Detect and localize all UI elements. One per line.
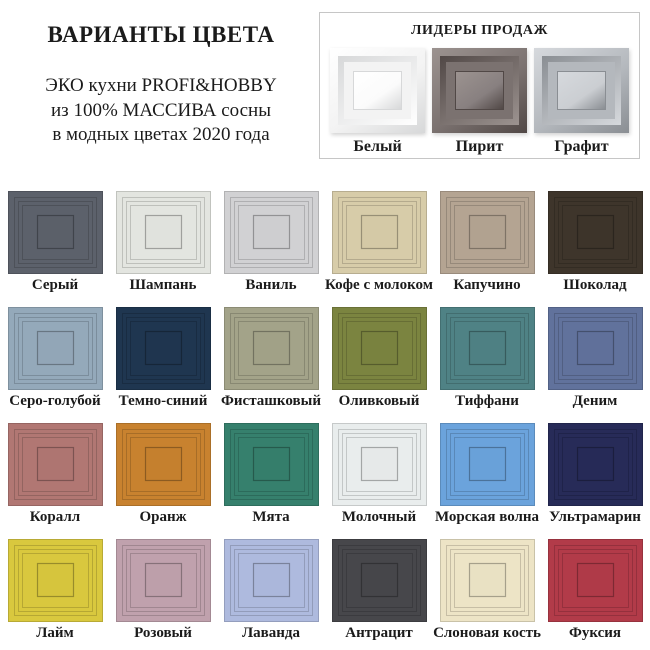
color-name: Оранж	[139, 509, 187, 525]
header	[0, 12, 650, 172]
color-swatch-cell	[116, 539, 211, 642]
color-swatch	[548, 307, 643, 390]
color-swatch	[224, 307, 319, 390]
color-swatch	[332, 539, 427, 622]
subtitle-line: ЭКО кухни PROFI&HOBBY	[45, 75, 277, 96]
color-swatch-cell	[8, 539, 103, 642]
color-swatch	[332, 423, 427, 506]
color-swatch-cell	[116, 423, 211, 526]
bestseller-label: Пирит	[455, 138, 504, 155]
color-name: Лайм	[36, 625, 74, 641]
bestseller-item	[330, 48, 425, 156]
color-swatch-cell	[116, 307, 211, 410]
door-panel	[557, 71, 606, 110]
color-swatch	[440, 191, 535, 274]
door-panel	[455, 71, 504, 110]
bestsellers-box	[319, 12, 640, 159]
subtitle	[8, 74, 314, 148]
color-swatch	[116, 307, 211, 390]
color-name: Слоновая кость	[433, 625, 541, 641]
color-swatch-cell	[116, 191, 211, 294]
color-swatch	[8, 539, 103, 622]
color-swatch-cell	[8, 307, 103, 410]
door-panel	[353, 71, 402, 110]
color-swatch	[548, 423, 643, 506]
color-name: Фуксия	[568, 625, 622, 641]
color-swatch-cell	[224, 191, 319, 294]
color-swatch-cell	[8, 423, 103, 526]
subtitle-line: в модных цветах 2020 года	[52, 124, 270, 146]
cabinet-door-photo	[330, 48, 425, 133]
color-swatch-cell	[325, 191, 433, 294]
color-swatch-cell	[548, 307, 643, 410]
color-swatch	[116, 539, 211, 622]
color-swatch-cell	[332, 307, 427, 410]
color-name: Лаванда	[241, 625, 300, 641]
color-name: Шоколад	[563, 277, 627, 293]
color-swatch-cell	[332, 539, 427, 642]
cabinet-door-photo	[432, 48, 527, 133]
color-name: Серо-голубой	[9, 393, 101, 409]
color-swatch-cell	[548, 539, 643, 642]
color-swatch-grid	[0, 191, 650, 642]
color-swatch-cell	[434, 423, 540, 526]
color-swatch	[8, 191, 103, 274]
color-name: Молочный	[341, 509, 417, 525]
subtitle-line: из 100% МАССИВА сосны	[51, 99, 271, 121]
color-swatch	[440, 539, 535, 622]
color-swatch	[8, 307, 103, 390]
color-name: Деним	[572, 393, 618, 409]
bestseller-item	[534, 48, 629, 156]
color-swatch	[116, 191, 211, 274]
color-swatch-cell	[440, 307, 535, 410]
color-swatch	[224, 423, 319, 506]
cabinet-door-photo	[534, 48, 629, 133]
color-name: Капучино	[453, 277, 521, 293]
color-name: Оливковый	[338, 393, 420, 409]
color-name: Коралл	[29, 509, 81, 525]
color-swatch-cell	[332, 423, 427, 526]
color-name: Серый	[31, 277, 79, 293]
color-swatch	[224, 539, 319, 622]
color-swatch	[548, 191, 643, 274]
color-swatch	[332, 191, 427, 274]
color-name: Кофе с молоком	[325, 277, 433, 293]
color-swatch	[8, 423, 103, 506]
color-swatch	[548, 539, 643, 622]
color-swatch-cell	[224, 423, 319, 526]
bestseller-item	[432, 48, 527, 156]
bestseller-label: Графит	[554, 138, 609, 155]
bestseller-label: Белый	[353, 138, 402, 155]
color-swatch-cell	[8, 191, 103, 294]
color-swatch-cell	[433, 539, 541, 642]
color-swatch-cell	[548, 423, 643, 526]
color-swatch-cell	[221, 307, 321, 410]
color-name: Фисташковый	[221, 393, 321, 409]
color-swatch	[332, 307, 427, 390]
color-swatch-cell	[548, 191, 643, 294]
header-text-block	[8, 12, 314, 148]
color-swatch	[440, 307, 535, 390]
color-name: Антрацит	[345, 625, 413, 641]
color-swatch-cell	[440, 191, 535, 294]
color-name: Шампань	[129, 277, 197, 293]
color-name: Ультрамарин	[549, 509, 641, 525]
color-swatch	[116, 423, 211, 506]
color-swatch-cell	[224, 539, 319, 642]
bestsellers-title: ЛИДЕРЫ ПРОДАЖ	[410, 23, 549, 38]
color-name: Тиффани	[455, 393, 519, 409]
page-title: ВАРИАНТЫ ЦВЕТА	[47, 22, 275, 47]
color-name: Темно-синий	[118, 393, 208, 409]
color-name: Морская волна	[434, 509, 540, 525]
color-name: Мята	[252, 509, 290, 525]
color-swatch	[440, 423, 535, 506]
color-name: Ваниль	[245, 277, 297, 293]
color-name: Розовый	[134, 625, 192, 641]
color-swatch	[224, 191, 319, 274]
bestsellers-row	[328, 48, 631, 156]
